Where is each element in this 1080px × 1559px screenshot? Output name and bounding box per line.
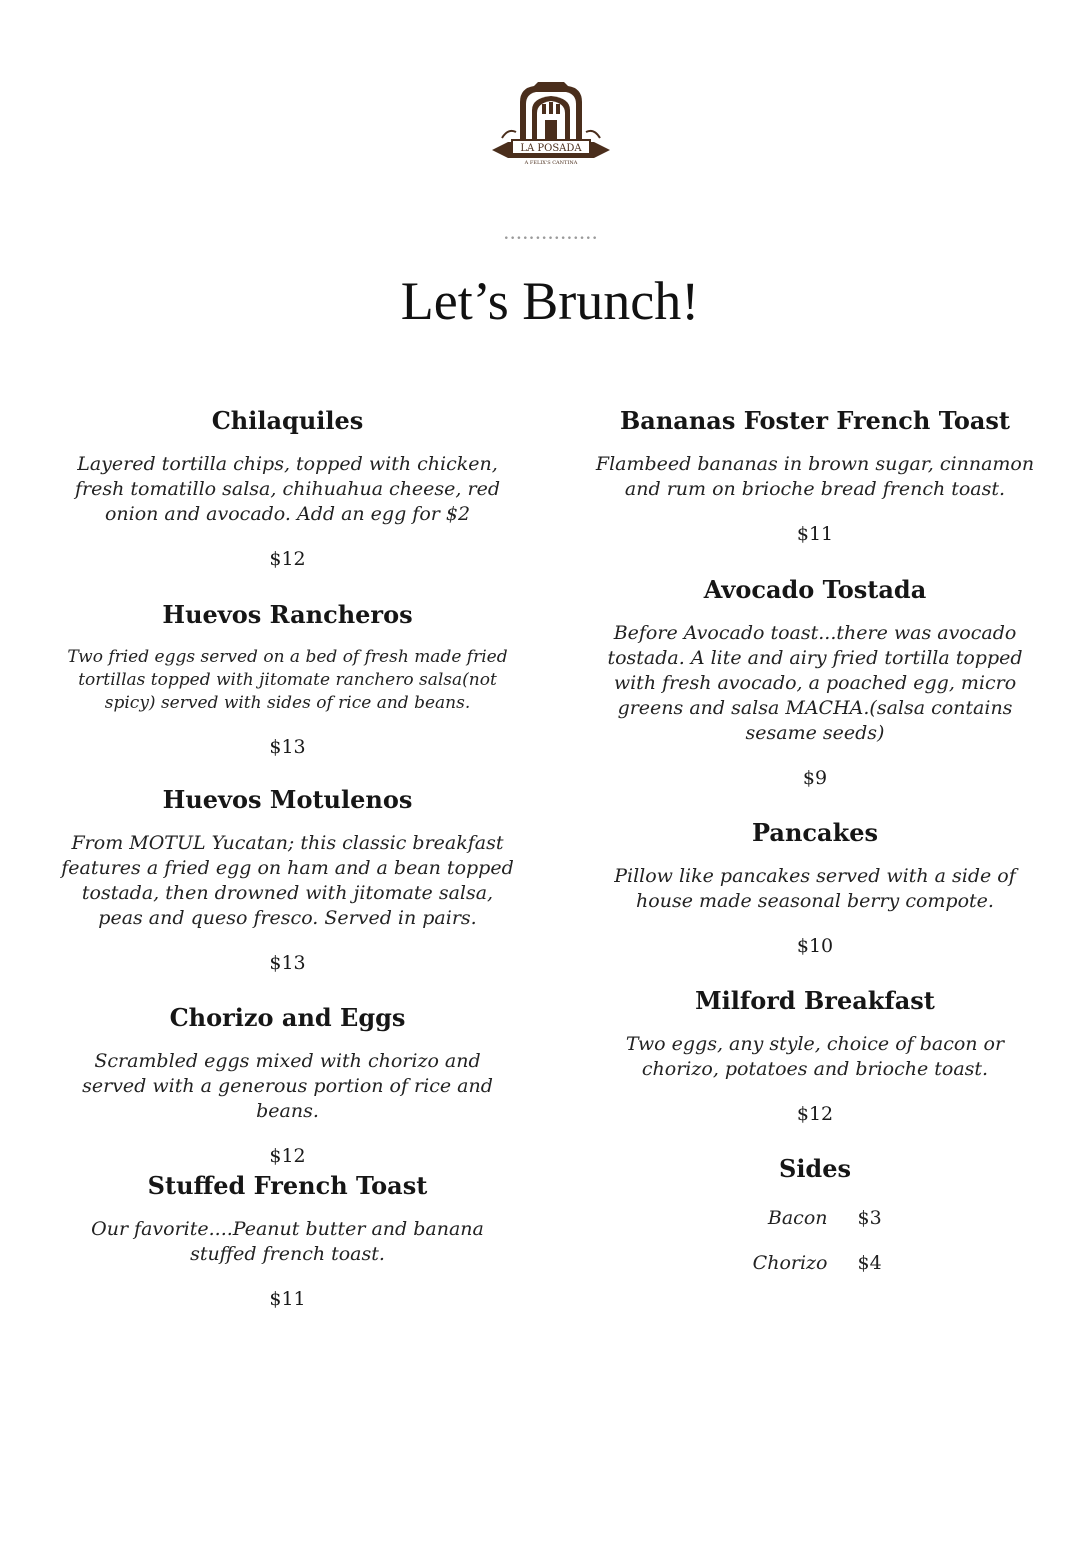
item-description: Scrambled eggs mixed with chorizo and served with a generous portion of rice and beans. — [82, 1050, 493, 1122]
item-price: $11 — [269, 1288, 306, 1310]
item-price: $11 — [796, 523, 834, 545]
menu-item — [60, 1171, 515, 1311]
item-description: Layered tortilla chips, topped with chicken, fresh tomatillo salsa, chihuahua cheese, red onion and avocado. Add an egg for $2 — [75, 453, 500, 525]
divider-dots: ••••••••••••••• — [503, 234, 599, 244]
item-description: Our favorite....Peanut butter and banana stuffed french toast. — [91, 1218, 484, 1265]
restaurant-logo — [490, 80, 612, 165]
item-name: Milford Breakfast — [695, 986, 935, 1015]
side-price: $4 — [857, 1252, 882, 1274]
logo-subtext: A FELIX'S CANTINA — [524, 160, 578, 165]
item-price: $12 — [796, 1103, 834, 1125]
page-title: Let’s Brunch! — [400, 271, 700, 331]
side-name: Bacon — [767, 1207, 828, 1229]
menu-item — [585, 406, 1045, 546]
item-description: Pillow like pancakes served with a side of house made seasonal berry compote. — [614, 865, 1016, 912]
item-name: Bananas Foster French Toast — [620, 406, 1010, 435]
item-name: Chorizo and Eggs — [169, 1003, 406, 1032]
side-item — [585, 1252, 1045, 1274]
menu-item — [585, 575, 1045, 790]
menu-item — [585, 986, 1045, 1126]
menu-item — [60, 1003, 515, 1168]
menu-item — [60, 785, 515, 975]
sides-section — [585, 1154, 1045, 1184]
item-description: Two eggs, any style, choice of bacon or chorizo, potatoes and brioche toast. — [625, 1033, 1005, 1080]
item-name: Avocado Tostada — [703, 575, 927, 604]
menu-item — [60, 406, 515, 571]
item-price: $12 — [269, 1145, 306, 1167]
item-name: Huevos Motulenos — [162, 785, 413, 814]
item-price: $13 — [269, 736, 306, 758]
item-price: $12 — [269, 548, 306, 570]
item-price: $13 — [269, 952, 306, 974]
item-price: $10 — [796, 935, 834, 957]
item-name: Chilaquiles — [211, 406, 364, 435]
item-name: Pancakes — [752, 818, 878, 847]
item-name: Stuffed French Toast — [147, 1171, 428, 1200]
item-price: $9 — [802, 767, 828, 789]
side-price: $3 — [857, 1207, 882, 1229]
side-name: Chorizo — [752, 1252, 828, 1274]
item-description: Two fried eggs served on a bed of fresh made fried tortillas topped with jitomate ranchero salsa(not spicy) served with sides of rice and beans. — [67, 647, 508, 713]
item-name: Huevos Rancheros — [162, 600, 413, 629]
sides-heading: Sides — [778, 1154, 851, 1183]
logo-text: LA POSADA — [520, 143, 582, 154]
menu-item — [60, 600, 515, 759]
item-description: From MOTUL Yucatan; this classic breakfast features a fried egg on ham and a bean topped tostada, then drowned with jitomate salsa, peas and queso fresco. Served in pairs. — [61, 832, 514, 929]
side-item — [585, 1207, 1045, 1229]
menu-item — [585, 818, 1045, 958]
item-description: Before Avocado toast...there was avocado tostada. A lite and airy fried tortilla topped with fresh avocado, a poached egg, micro greens and salsa MACHA.(salsa contains sesame seeds) — [607, 622, 1023, 744]
item-description: Flambeed bananas in brown sugar, cinnamon and rum on brioche bread french toast. — [595, 453, 1035, 500]
